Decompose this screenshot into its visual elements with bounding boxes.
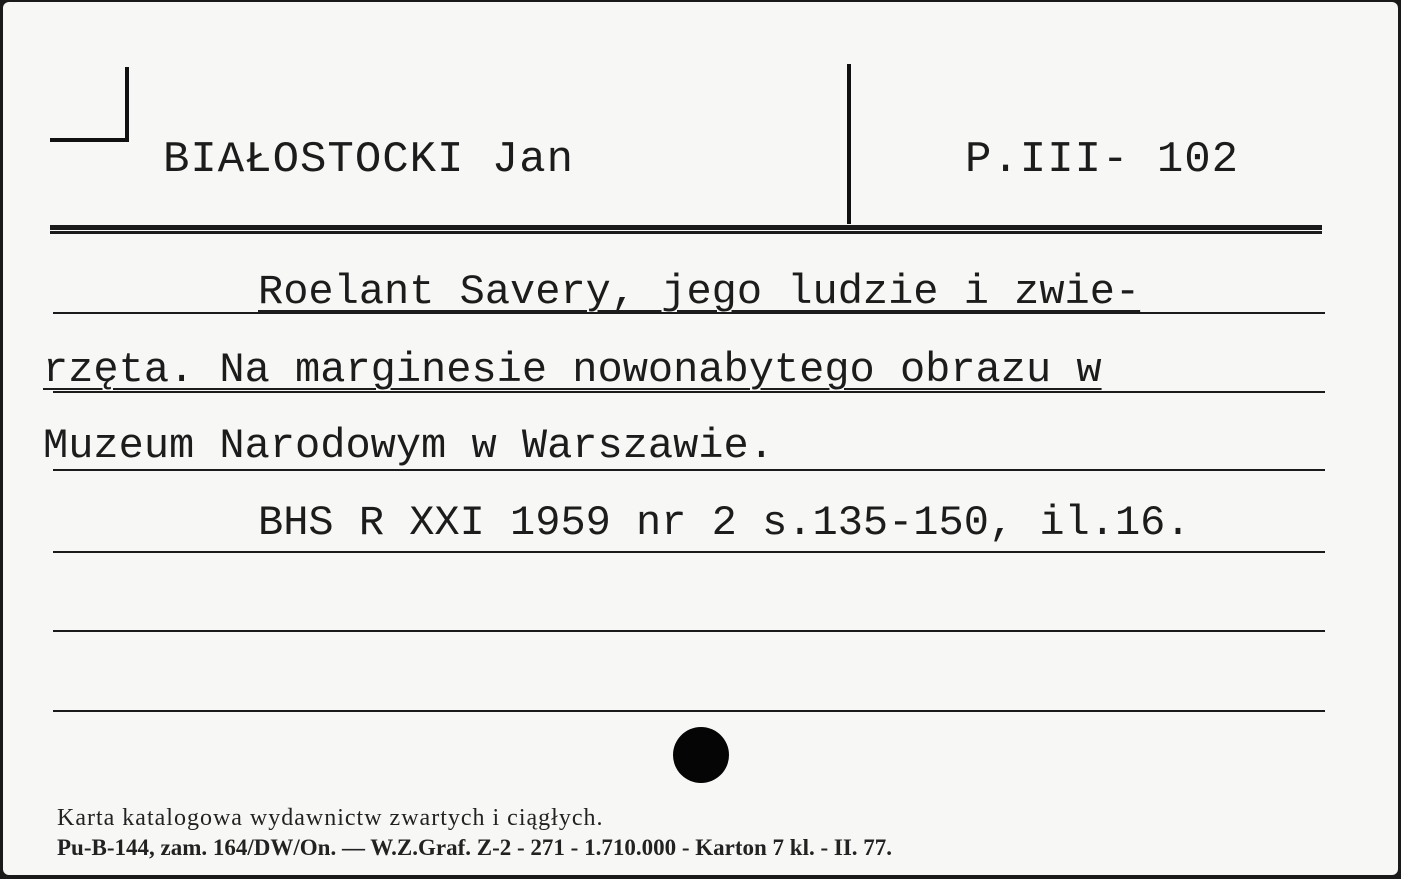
header-rule — [50, 225, 1322, 230]
catalog-card — [3, 2, 1398, 875]
call-number: P.III- 102 — [965, 135, 1240, 185]
source-citation: BHS R XXI 1959 nr 2 s.135-150, il.16. — [258, 499, 1191, 547]
title-line-2: rzęta. Na marginesie nowonabytego obrazu w — [43, 346, 1102, 394]
ruled-line — [53, 630, 1325, 632]
title-line-3: Muzeum Narodowym w Warszawie. — [43, 422, 774, 470]
header-divider — [847, 64, 851, 224]
title-line-1: Roelant Savery, jego ludzie i zwie- — [258, 268, 1141, 316]
corner-mark-horizontal — [50, 138, 129, 142]
header-rule-2 — [50, 231, 1322, 234]
footer-line-1: Karta katalogowa wydawnictw zwartych i ciągłych. — [57, 805, 604, 831]
ruled-line — [53, 551, 1325, 553]
footer-line-2: Pu-B-144, zam. 164/DW/On. — W.Z.Graf. Z-2 - 271 - 1.710.000 - Karton 7 kl. - II. 77. — [57, 835, 893, 860]
corner-mark-vertical — [125, 67, 129, 142]
punch-hole — [673, 727, 729, 783]
ruled-line — [53, 710, 1325, 712]
author-heading: BIAŁOSTOCKI Jan — [163, 135, 575, 185]
